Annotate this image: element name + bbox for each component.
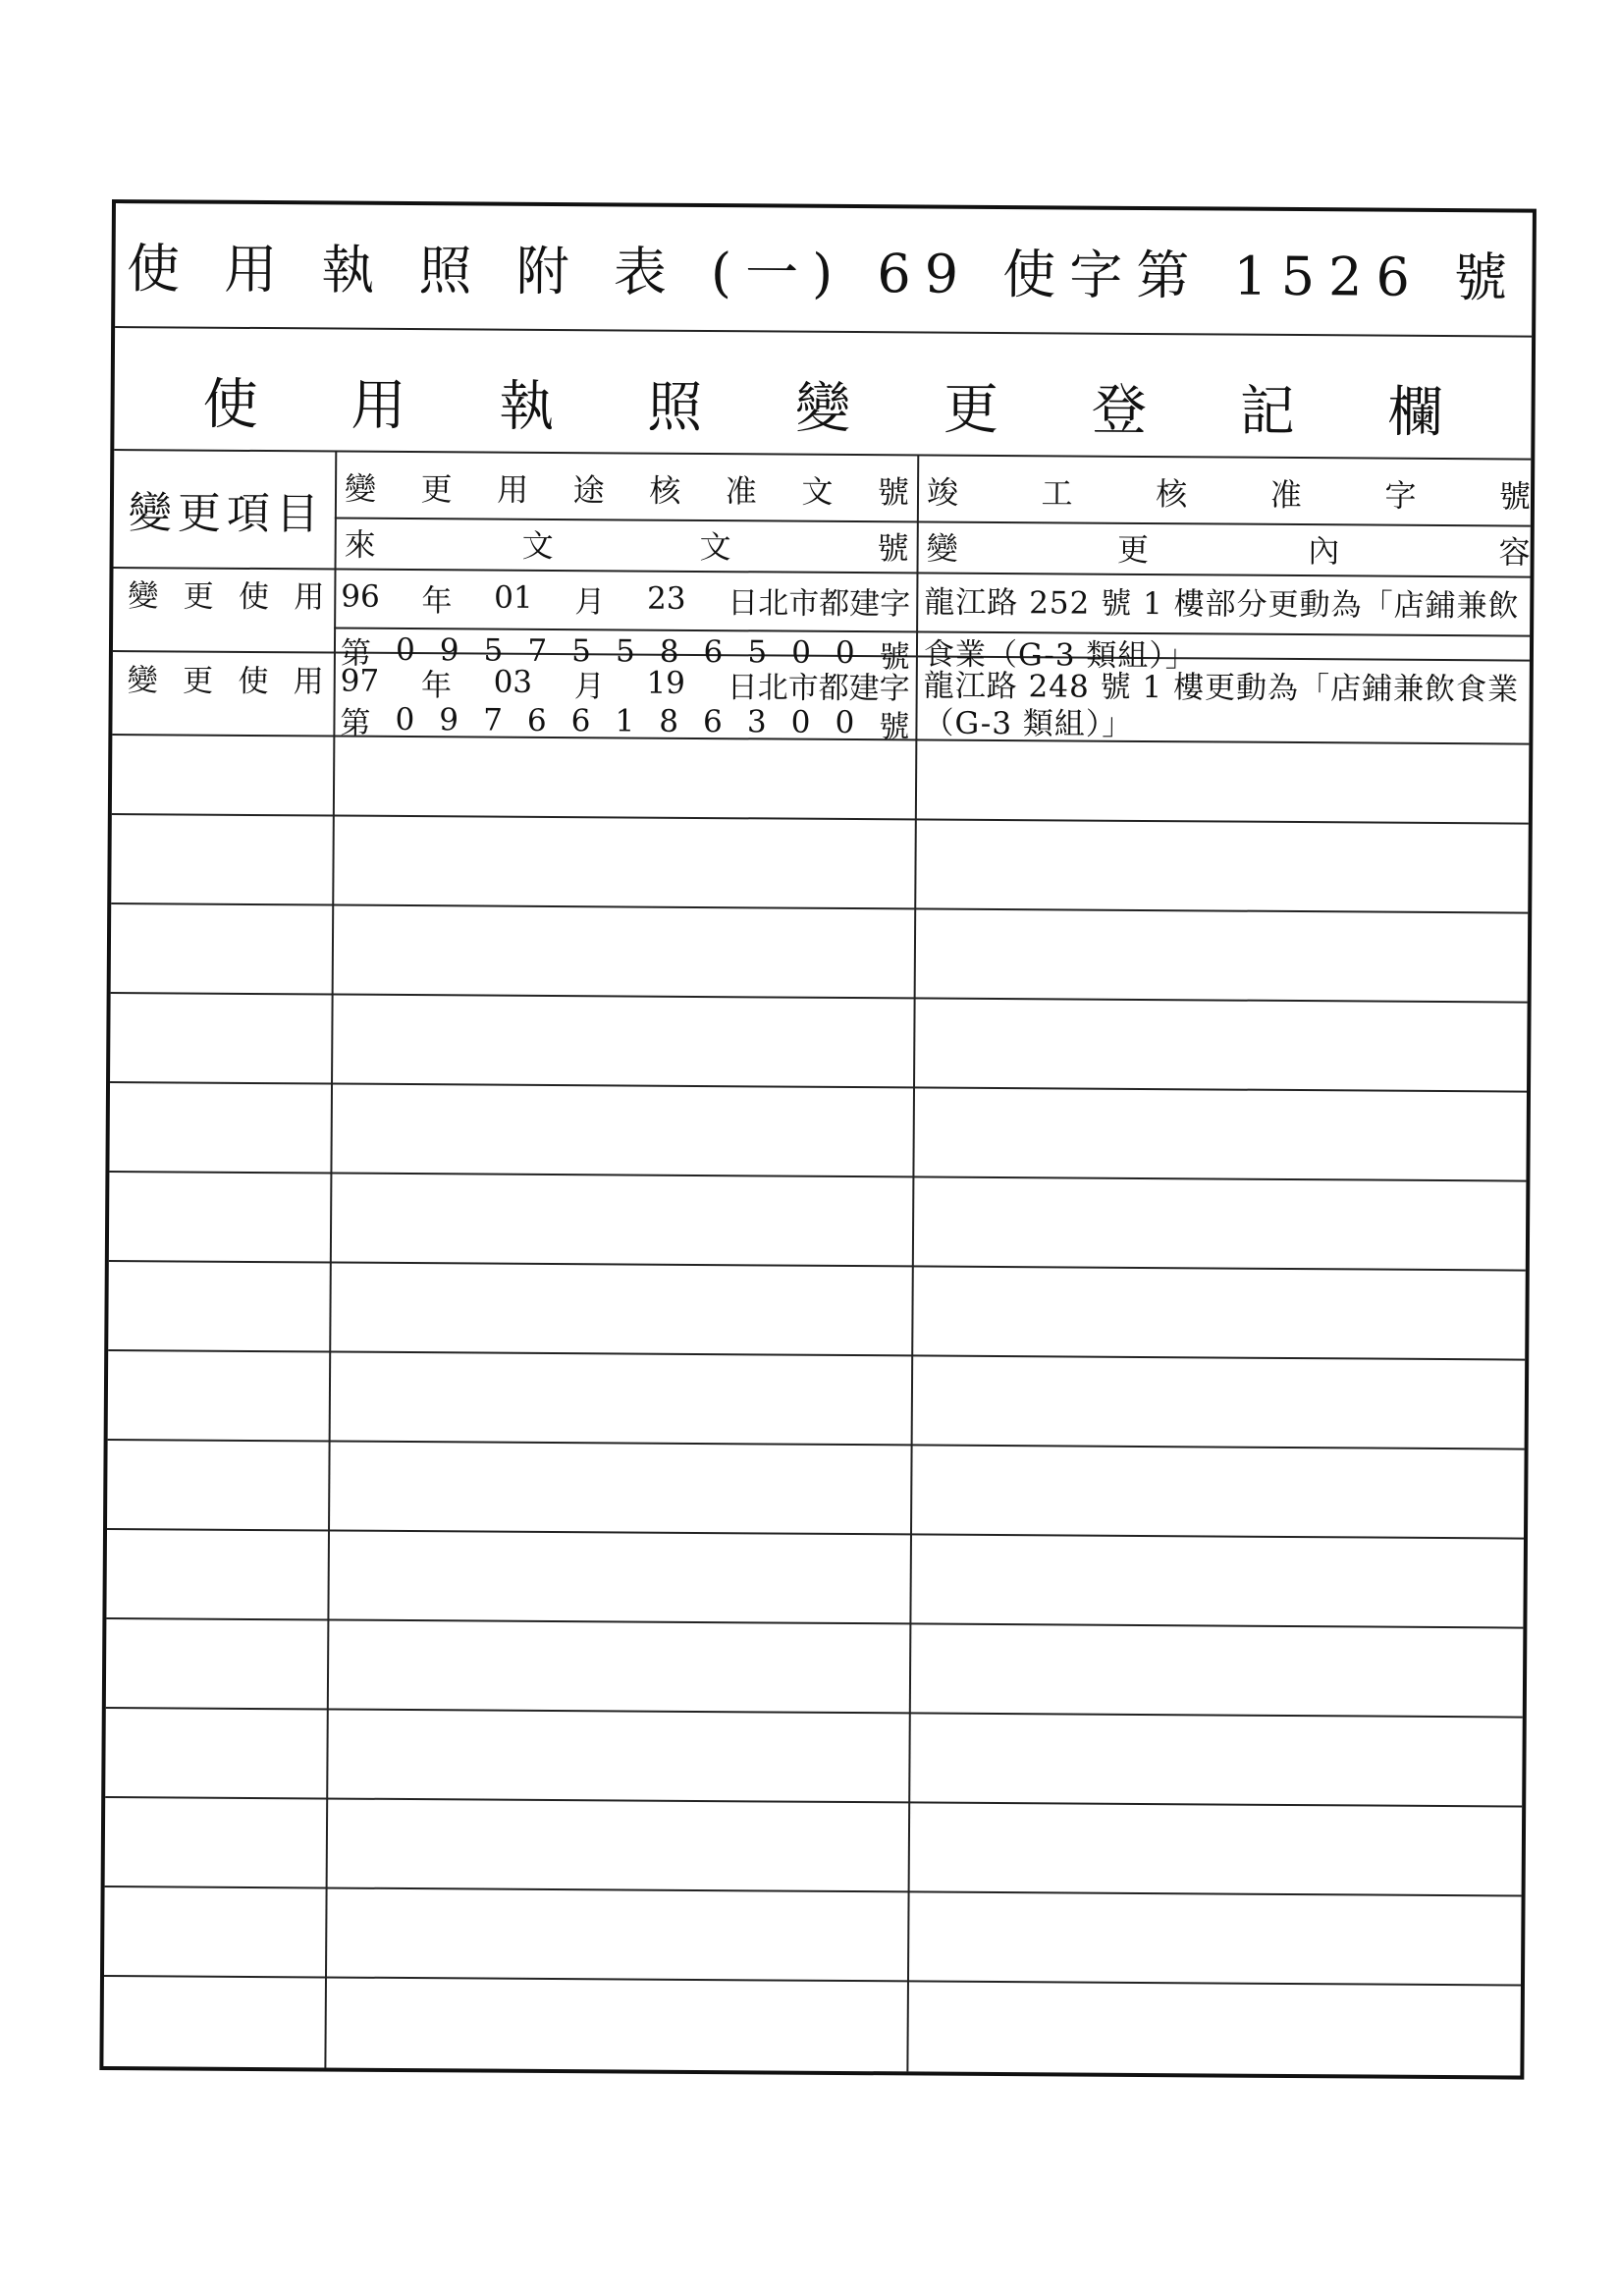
row-divider [112, 813, 1529, 825]
item-char: 變 [127, 662, 158, 698]
permit-table [99, 199, 1537, 2080]
date-part: 97 [340, 663, 380, 699]
header-char: 途 [572, 471, 605, 510]
doc-char: 5 [571, 633, 592, 670]
doc-char: 0 [791, 634, 812, 671]
row-change-content-line2: 食業（G-3 類組）」 [923, 636, 1197, 675]
row-divider [106, 1707, 1523, 1719]
row-approval-date [341, 657, 910, 710]
doc-char: 3 [746, 704, 767, 740]
header-char: 號 [877, 473, 910, 512]
date-part: 年 [421, 582, 453, 619]
section-title-char: 欄 [1387, 380, 1443, 445]
doc-char: 0 [790, 704, 811, 740]
header-char: 內 [1308, 532, 1340, 571]
doc-char: 5 [483, 632, 504, 669]
header-change-item: 變更項目 [128, 488, 326, 540]
header-approval-number [345, 459, 909, 519]
doc-char: 5 [615, 633, 635, 670]
section-title-char: 使 [202, 372, 258, 437]
header-char: 變 [926, 529, 958, 568]
date-part: 年 [420, 667, 453, 703]
header-char: 容 [1498, 533, 1531, 572]
date-part: 96 [341, 578, 380, 615]
doc-char: 6 [570, 703, 591, 739]
row-divider [110, 1081, 1527, 1093]
section-title-char: 記 [1239, 379, 1295, 444]
doc-char: 1 [615, 703, 635, 739]
row-divider [105, 1796, 1522, 1808]
header-char: 竣 [926, 473, 959, 512]
row-change-content-line2: （G-3 類組）」 [923, 705, 1134, 742]
row-document-number [340, 701, 910, 744]
row-divider [106, 1617, 1523, 1629]
row-change-item [128, 653, 324, 701]
row-change-content-line1: 龍江路 248 號 1 樓更動為「店鋪兼飲食業 [923, 668, 1520, 708]
header-char: 更 [420, 470, 453, 509]
item-char: 用 [294, 578, 325, 615]
row-divider [108, 1439, 1525, 1450]
header-char: 工 [1041, 474, 1073, 513]
section-title-char: 用 [351, 373, 406, 438]
header-char: 號 [1498, 477, 1532, 516]
doc-char: 8 [659, 703, 679, 739]
header-char: 號 [877, 529, 909, 568]
doc-char: 6 [526, 702, 547, 738]
header-char: 文 [699, 527, 731, 567]
row-divider [111, 902, 1528, 914]
doc-char: 0 [835, 634, 855, 672]
section-title-char: 執 [499, 374, 555, 439]
page-title: 使 用 執 照 附 表 (一) 69 使字第 1526 號 [126, 238, 1522, 309]
date-part: 月 [574, 583, 606, 620]
date-part: 03 [493, 664, 533, 700]
item-char: 使 [238, 578, 270, 615]
doc-char: 6 [703, 634, 724, 671]
title-divider [115, 326, 1532, 338]
doc-char: 6 [703, 704, 723, 740]
doc-char: 8 [659, 633, 679, 670]
header-char: 核 [1156, 475, 1188, 514]
header-char: 用 [497, 470, 529, 509]
doc-char: 7 [527, 632, 548, 669]
date-part: 19 [646, 665, 686, 701]
doc-char: 7 [483, 702, 503, 738]
item-char: 變 [128, 577, 159, 614]
row-change-item [128, 569, 324, 617]
section-title-char: 登 [1091, 378, 1148, 443]
date-part: 01 [494, 579, 533, 616]
header-char: 字 [1384, 476, 1417, 515]
doc-char: 號 [879, 638, 910, 675]
item-char: 用 [293, 663, 324, 699]
doc-char: 9 [439, 632, 459, 669]
doc-char: 0 [395, 631, 415, 669]
header-change-content [927, 523, 1531, 574]
row-divider [109, 1260, 1526, 1272]
section-title-char: 變 [794, 376, 851, 441]
doc-char: 9 [439, 702, 459, 738]
doc-char: 5 [747, 634, 768, 671]
doc-char: 號 [879, 708, 910, 744]
header-char: 來 [344, 525, 376, 564]
date-part: 月 [573, 668, 605, 704]
header-char: 文 [521, 526, 554, 565]
date-part: 日北市都建字 [728, 584, 911, 622]
header-char: 變 [344, 469, 377, 508]
doc-char: 第 [340, 635, 372, 672]
row-divider [109, 1171, 1526, 1182]
column-divider [324, 451, 337, 2068]
item-char: 更 [183, 577, 214, 615]
row-divider [108, 1349, 1525, 1361]
header-char: 核 [649, 471, 681, 510]
row-divider [107, 1528, 1524, 1540]
item-char: 使 [238, 663, 269, 699]
header-incoming-doc-number [345, 519, 909, 571]
row-divider [111, 992, 1528, 1004]
row-approval-date [341, 573, 910, 626]
header-char: 准 [1269, 475, 1302, 515]
header-char: 更 [1116, 530, 1150, 570]
header-char: 准 [725, 472, 757, 511]
header-char: 文 [801, 472, 834, 511]
doc-char: 0 [835, 704, 855, 741]
row-change-content-line1: 龍江路 252 號 1 樓部分更動為「店鋪兼飲 [924, 584, 1520, 625]
item-char: 更 [182, 662, 214, 699]
date-part: 23 [646, 580, 686, 617]
section-title-char: 更 [943, 377, 999, 442]
section-title [202, 352, 1443, 458]
row-divider [104, 1975, 1521, 1987]
doc-char: 0 [395, 701, 415, 738]
doc-char: 第 [340, 705, 371, 741]
header-completion-approval [927, 463, 1531, 523]
row-divider [105, 1886, 1522, 1897]
section-title-char: 照 [647, 375, 703, 440]
date-part: 日北市都建字 [727, 669, 910, 706]
